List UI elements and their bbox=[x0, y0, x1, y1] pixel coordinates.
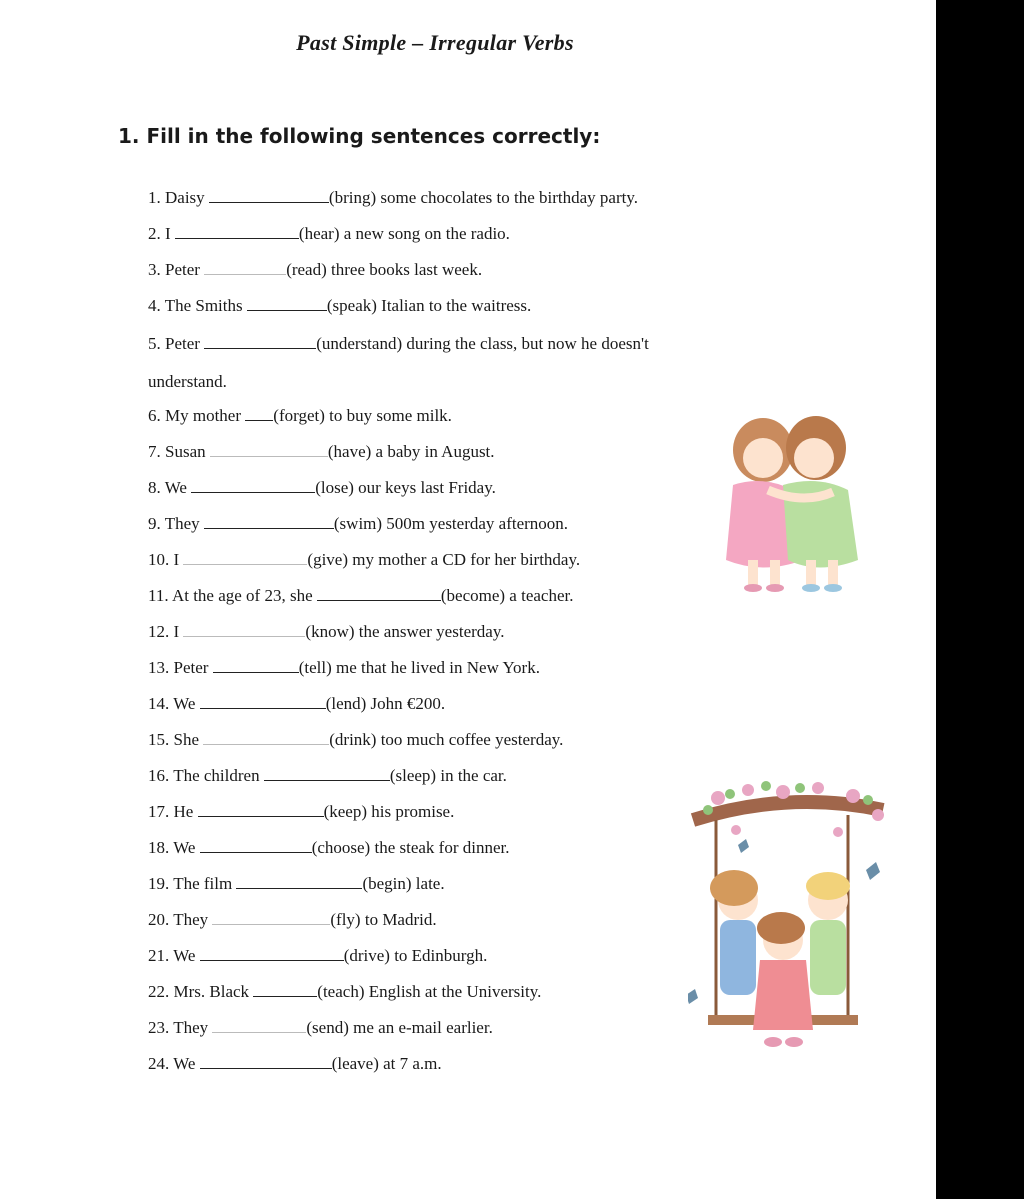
exercise-item-21 bbox=[148, 946, 487, 966]
item-subject: Susan bbox=[165, 442, 206, 461]
item-number: 1. bbox=[148, 188, 161, 207]
item-prompt: (drink) too much coffee yesterday. bbox=[329, 730, 564, 749]
item-prompt: (drive) to Edinburgh. bbox=[343, 946, 488, 965]
item-number: 13. bbox=[148, 658, 170, 677]
item-prompt: (begin) late. bbox=[362, 874, 445, 893]
item-prompt: (sleep) in the car. bbox=[389, 766, 507, 785]
answer-blank[interactable] bbox=[183, 622, 305, 637]
item-subject: Peter bbox=[173, 658, 209, 677]
item-number: 4. bbox=[148, 296, 161, 315]
item-subject: At the age of 23, she bbox=[171, 586, 313, 605]
hugging-girls-illustration bbox=[708, 410, 873, 595]
item-number: 20. bbox=[148, 910, 170, 929]
item-prompt: (keep) his promise. bbox=[323, 802, 455, 821]
item-prompt: (tell) me that he lived in New York. bbox=[298, 658, 540, 677]
exercise-item-2 bbox=[148, 224, 510, 244]
item-prompt: (lose) our keys last Friday. bbox=[315, 478, 496, 497]
item-prompt: (speak) Italian to the waitress. bbox=[326, 296, 532, 315]
item-number: 7. bbox=[148, 442, 161, 461]
item-prompt: (understand) during the class, but now he doesn't bbox=[316, 334, 649, 353]
item-number: 3. bbox=[148, 260, 161, 279]
exercise-item-18 bbox=[148, 838, 509, 858]
exercise-item-24 bbox=[148, 1054, 442, 1074]
exercise-item-6 bbox=[148, 406, 452, 426]
answer-blank[interactable] bbox=[200, 838, 312, 853]
item-prompt: (bring) some chocolates to the birthday party. bbox=[328, 188, 638, 207]
item-subject: We bbox=[173, 838, 196, 857]
item-subject: They bbox=[173, 910, 209, 929]
item-prompt: (read) three books last week. bbox=[286, 260, 483, 279]
item-subject: I bbox=[173, 622, 180, 641]
answer-blank[interactable] bbox=[213, 658, 299, 673]
exercise-item-4 bbox=[148, 296, 531, 316]
item-number: 24. bbox=[148, 1054, 170, 1073]
children-on-swing-illustration bbox=[688, 770, 893, 1060]
exercise-item-11 bbox=[148, 586, 573, 606]
item-subject: I bbox=[165, 224, 171, 243]
item-subject: Peter bbox=[165, 334, 200, 353]
item-number: 21. bbox=[148, 946, 170, 965]
exercise-item-5 bbox=[148, 334, 649, 354]
item-number: 15. bbox=[148, 730, 170, 749]
item-prompt: (give) my mother a CD for her birthday. bbox=[307, 550, 581, 569]
exercise-item-15 bbox=[148, 730, 563, 750]
exercise-item-8 bbox=[148, 478, 496, 498]
item-prompt: (lend) John €200. bbox=[325, 694, 446, 713]
item-subject: My mother bbox=[165, 406, 242, 425]
item-number: 17. bbox=[148, 802, 170, 821]
answer-blank[interactable] bbox=[183, 550, 307, 565]
answer-blank[interactable] bbox=[198, 802, 324, 817]
exercise-item-10 bbox=[148, 550, 580, 570]
item-prompt: (send) me an e-mail earlier. bbox=[306, 1018, 493, 1037]
item-prompt: (become) a teacher. bbox=[440, 586, 574, 605]
answer-blank[interactable] bbox=[203, 730, 329, 745]
answer-blank[interactable] bbox=[200, 946, 344, 961]
item-prompt: (have) a baby in August. bbox=[327, 442, 495, 461]
item-prompt: (choose) the steak for dinner. bbox=[311, 838, 510, 857]
answer-blank[interactable] bbox=[212, 910, 330, 925]
item-number: 11. bbox=[148, 586, 169, 605]
item-subject: We bbox=[173, 1054, 196, 1073]
exercise-item-9 bbox=[148, 514, 568, 534]
exercise-item-1 bbox=[148, 188, 638, 208]
exercise-item-23 bbox=[148, 1018, 493, 1038]
exercise-item-12 bbox=[148, 622, 504, 642]
answer-blank[interactable] bbox=[175, 224, 299, 239]
item-subject: The children bbox=[173, 766, 260, 785]
item-subject: Daisy bbox=[165, 188, 205, 207]
item-number: 2. bbox=[148, 224, 161, 243]
item-subject: They bbox=[173, 1018, 209, 1037]
answer-blank[interactable] bbox=[209, 188, 329, 203]
item-number: 9. bbox=[148, 514, 161, 533]
page-title: Past Simple – Irregular Verbs bbox=[296, 30, 574, 55]
item-subject: We bbox=[164, 478, 187, 497]
answer-blank[interactable] bbox=[200, 694, 326, 709]
item-subject: I bbox=[173, 550, 180, 569]
item-number: 10. bbox=[148, 550, 170, 569]
item-number: 5. bbox=[148, 334, 161, 353]
answer-blank[interactable] bbox=[191, 478, 315, 493]
item-number: 12. bbox=[148, 622, 170, 641]
item-prompt: (hear) a new song on the radio. bbox=[298, 224, 510, 243]
answer-blank[interactable] bbox=[317, 586, 441, 601]
answer-blank[interactable] bbox=[236, 874, 362, 889]
item-subject: The Smiths bbox=[164, 296, 243, 315]
exercise-item-17 bbox=[148, 802, 454, 822]
item-prompt: (know) the answer yesterday. bbox=[305, 622, 505, 641]
answer-blank[interactable] bbox=[204, 514, 334, 529]
item-prompt: (swim) 500m yesterday afternoon. bbox=[333, 514, 569, 533]
item-5-continuation: understand. bbox=[148, 372, 227, 391]
item-subject: We bbox=[173, 694, 196, 713]
item-number: 6. bbox=[148, 406, 161, 425]
item-prompt: (teach) English at the University. bbox=[317, 982, 542, 1001]
item-prompt: (leave) at 7 a.m. bbox=[331, 1054, 442, 1073]
item-subject: We bbox=[173, 946, 196, 965]
item-subject: He bbox=[173, 802, 194, 821]
item-subject: They bbox=[164, 514, 200, 533]
exercise-item-19 bbox=[148, 874, 445, 894]
exercise-item-22 bbox=[148, 982, 541, 1002]
answer-blank[interactable] bbox=[264, 766, 390, 781]
item-number: 19. bbox=[148, 874, 170, 893]
item-number: 16. bbox=[148, 766, 170, 785]
exercise-item-3 bbox=[148, 260, 482, 280]
item-prompt: (fly) to Madrid. bbox=[330, 910, 437, 929]
answer-blank[interactable] bbox=[253, 982, 317, 997]
answer-blank[interactable] bbox=[204, 260, 286, 275]
exercise-item-14 bbox=[148, 694, 445, 714]
item-number: 14. bbox=[148, 694, 170, 713]
instruction-heading: 1. Fill in the following sentences correctly: bbox=[118, 124, 601, 148]
exercise-item-16 bbox=[148, 766, 507, 786]
item-subject: The film bbox=[173, 874, 233, 893]
item-number: 8. bbox=[148, 478, 161, 497]
item-number: 18. bbox=[148, 838, 170, 857]
item-subject: Peter bbox=[165, 260, 200, 279]
item-subject: She bbox=[173, 730, 199, 749]
exercise-item-20 bbox=[148, 910, 437, 930]
exercise-item-13 bbox=[148, 658, 540, 678]
item-number: 22. bbox=[148, 982, 170, 1001]
answer-blank[interactable] bbox=[245, 406, 273, 421]
item-prompt: (forget) to buy some milk. bbox=[273, 406, 452, 425]
answer-blank[interactable] bbox=[204, 334, 316, 349]
item-subject: Mrs. Black bbox=[173, 982, 250, 1001]
answer-blank[interactable] bbox=[212, 1018, 306, 1033]
exercise-item-7 bbox=[148, 442, 495, 462]
answer-blank[interactable] bbox=[210, 442, 328, 457]
item-number: 23. bbox=[148, 1018, 170, 1037]
answer-blank[interactable] bbox=[200, 1054, 332, 1069]
answer-blank[interactable] bbox=[247, 296, 327, 311]
